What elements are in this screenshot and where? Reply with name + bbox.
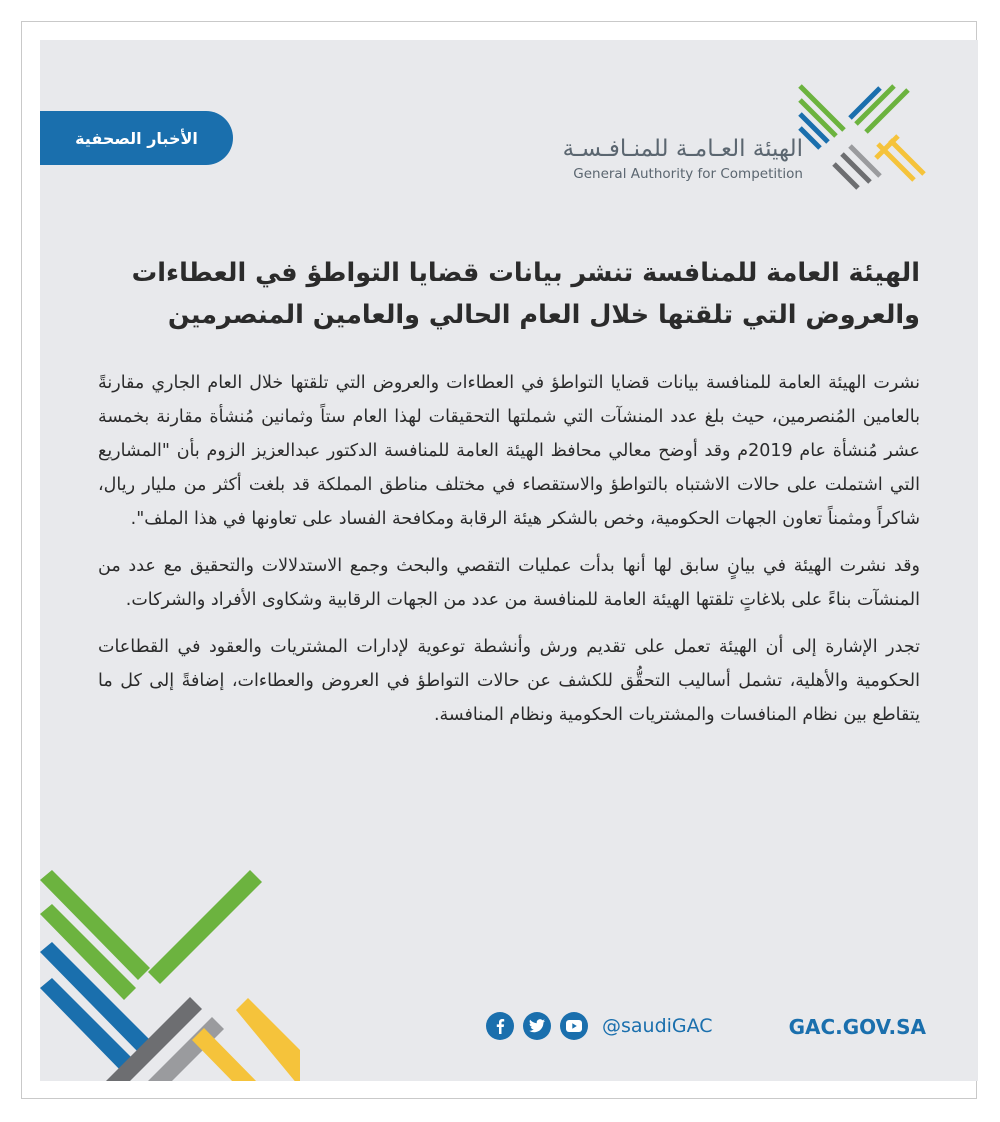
headline bbox=[98, 252, 920, 336]
paragraph-2: وقد نشرت الهيئة في بيانٍ سابق لها أنها بدأت عمليات التقصي والبحث وجمع الاستدلالات والتحقيق مع عدد من المنشآت بناءً على بلاغاتٍ تلقتها الهيئة العامة للمنافسة من عدد من الجهات الرقابية وشكاوى الأفراد والشركات. bbox=[98, 556, 920, 610]
article-body bbox=[98, 366, 920, 745]
twitter-icon[interactable] bbox=[523, 1012, 551, 1040]
website-link[interactable]: GAC.GOV.SA bbox=[788, 1015, 926, 1039]
gac-logo-icon bbox=[794, 84, 932, 196]
decorative-pattern-icon bbox=[40, 870, 300, 1081]
logo-english-name: General Authority for Competition bbox=[573, 166, 803, 182]
social-handle[interactable]: @saudiGAC bbox=[602, 1015, 713, 1037]
headline-line-2: والعروض التي تلقتها خلال العام الحالي والعامين المنصرمين bbox=[167, 300, 920, 330]
badge-label: الأخبار الصحفية bbox=[75, 128, 198, 148]
press-release-panel bbox=[40, 40, 978, 1081]
social-links bbox=[486, 1012, 713, 1040]
paragraph-1: نشرت الهيئة العامة للمنافسة بيانات قضايا التواطؤ في العطاءات والعروض التي تلقتها خلال العام الجاري مقارنةً بالعامين المُنصرمين، حيث بلغ عدد المنشآت التي شملتها التحقيقات لهذا العام ستاً وثمانين مُنشأة مقارنة بخمسة عشر مُنشأة عام 2019م وقد أوضح معالي محافظ الهيئة العامة للمنافسة الدكتور عبدالعزيز الزوم بأن "المشاريع التي اشتملت على حالات الاشتباه بالتواطؤ والاستقصاء في مختلف مناطق المملكة قد بلغت أكثر من مليار ريال، شاكراً ومثمناً تعاون الجهات الحكومية، وخص بالشكر هيئة الرقابة ومكافحة الفساد على تعاونها في هذا الملف". bbox=[98, 373, 920, 529]
press-news-badge bbox=[40, 111, 233, 165]
facebook-icon[interactable] bbox=[486, 1012, 514, 1040]
youtube-icon[interactable] bbox=[560, 1012, 588, 1040]
logo-arabic-name: الهيئة العـامـة للمنـافـسـة bbox=[562, 136, 803, 162]
logo-text bbox=[563, 135, 803, 183]
headline-line-1: الهيئة العامة للمنافسة تنشر بيانات قضايا التواطؤ في العطاءات bbox=[131, 258, 920, 288]
paragraph-3: تجدر الإشارة إلى أن الهيئة تعمل على تقديم ورش وأنشطة توعوية لإدارات المشتريات والعقود في القطاعات الحكومية والأهلية، تشمل أساليب التحقُّق للكشف عن حالات التواطؤ في العروض والعطاءات، إضافةً إلى كل ما يتقاطع بين نظام المنافسات والمشتريات الحكومية ونظام المنافسة. bbox=[98, 637, 920, 725]
footer bbox=[486, 1012, 926, 1042]
